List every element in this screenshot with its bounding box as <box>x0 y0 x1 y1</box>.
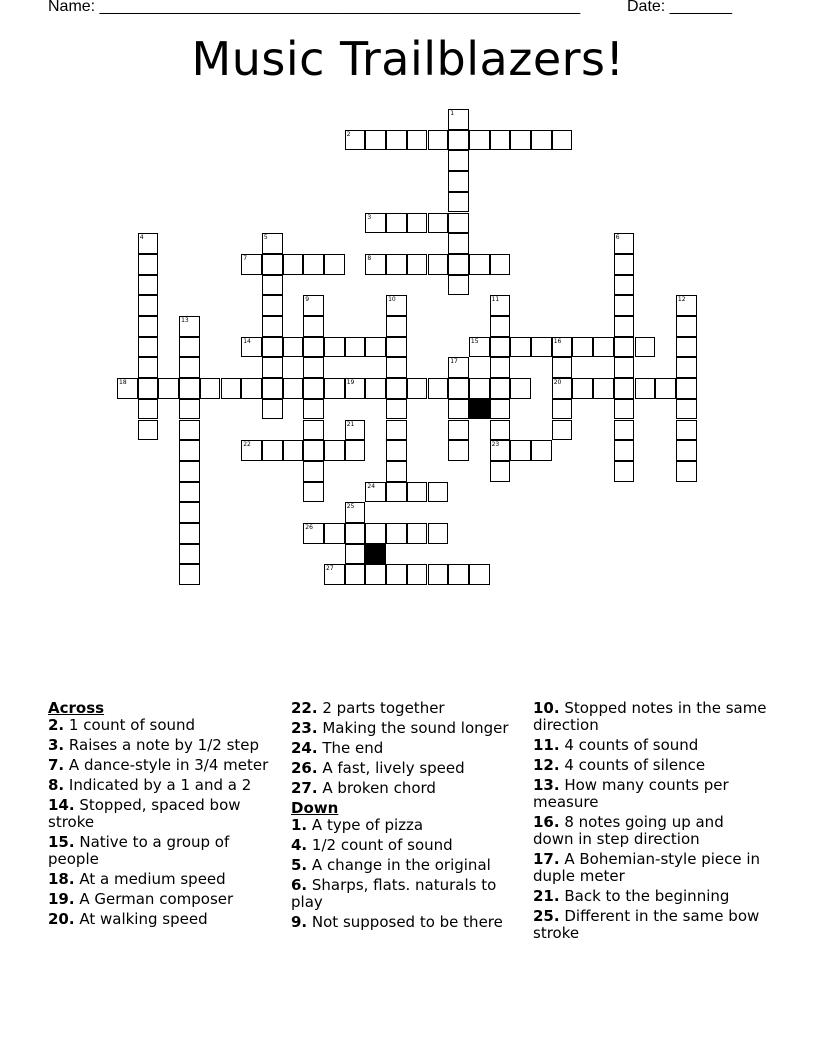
crossword-cell[interactable] <box>676 461 697 482</box>
clue-number-label: 26. <box>291 759 318 777</box>
crossword-cell[interactable] <box>552 130 573 151</box>
crossword-cell[interactable] <box>345 564 366 585</box>
crossword-cell[interactable] <box>428 213 449 234</box>
crossword-cell[interactable] <box>407 523 428 544</box>
crossword-cell[interactable] <box>179 399 200 420</box>
clue-item <box>533 737 768 754</box>
crossword-cell[interactable] <box>386 337 407 358</box>
clue-number-label: 14. <box>48 796 75 814</box>
crossword-cell[interactable] <box>407 378 428 399</box>
crossword-cell[interactable] <box>179 564 200 585</box>
clue-number: 3 <box>367 213 372 221</box>
clue-item <box>291 740 516 757</box>
crossword-cell[interactable] <box>428 378 449 399</box>
clue-number-label: 5. <box>291 856 308 874</box>
crossword-cell[interactable] <box>386 213 407 234</box>
clue-number: 21 <box>346 420 355 428</box>
clue-item <box>291 817 516 834</box>
clue-number-label: 8. <box>48 776 65 794</box>
crossword-cell[interactable] <box>676 378 697 399</box>
crossword-cell[interactable] <box>490 316 511 337</box>
crossword-cell[interactable] <box>138 316 159 337</box>
clue-item <box>48 777 273 794</box>
clue-text: The end <box>317 739 384 757</box>
crossword-cell[interactable] <box>510 378 531 399</box>
crossword-cell[interactable] <box>614 461 635 482</box>
crossword-cell[interactable] <box>386 461 407 482</box>
crossword-cell[interactable] <box>531 130 552 151</box>
clue-number-label: 7. <box>48 756 65 774</box>
crossword-cell[interactable] <box>138 275 159 296</box>
crossword-cell[interactable] <box>365 564 386 585</box>
clues-column-2 <box>291 700 516 934</box>
crossword-cell[interactable] <box>510 337 531 358</box>
clue-number: 15 <box>470 337 479 345</box>
crossword-cell[interactable] <box>469 130 490 151</box>
crossword-cell[interactable] <box>283 337 304 358</box>
crossword-cell[interactable] <box>262 378 283 399</box>
crossword-cell[interactable] <box>324 440 345 461</box>
crossword-cell[interactable] <box>572 337 593 358</box>
clue-number: 6 <box>615 234 620 242</box>
clue-text: At walking speed <box>74 910 208 928</box>
crossword-cell[interactable] <box>490 378 511 399</box>
crossword-cell[interactable] <box>552 420 573 441</box>
crossword-cell[interactable] <box>345 440 366 461</box>
clue-number-label: 16. <box>533 813 560 831</box>
clue-text: 4 counts of sound <box>559 736 699 754</box>
crossword-cell[interactable] <box>614 316 635 337</box>
crossword-cell[interactable] <box>510 440 531 461</box>
crossword-cell[interactable] <box>428 482 449 503</box>
clue-number: 12 <box>677 296 686 304</box>
crossword-cell[interactable] <box>428 564 449 585</box>
crossword-cell[interactable] <box>179 440 200 461</box>
crossword-cell[interactable] <box>386 254 407 275</box>
crossword-cell[interactable] <box>552 357 573 378</box>
crossword-cell[interactable] <box>614 295 635 316</box>
clue-number: 25 <box>346 503 355 511</box>
crossword-cell[interactable] <box>303 378 324 399</box>
crossword-cell[interactable] <box>138 399 159 420</box>
crossword-cell[interactable] <box>552 399 573 420</box>
clue-item <box>48 834 273 868</box>
clue-text: 1 count of sound <box>64 716 196 734</box>
crossword-cell[interactable] <box>262 275 283 296</box>
crossword-cell[interactable] <box>179 420 200 441</box>
crossword-cell[interactable] <box>635 337 656 358</box>
crossword-cell[interactable] <box>324 337 345 358</box>
clue-number-label: 10. <box>533 699 560 717</box>
across-heading: Across <box>48 699 105 717</box>
clue-number-label: 9. <box>291 913 308 931</box>
crossword-cell[interactable] <box>386 399 407 420</box>
crossword-cell[interactable] <box>386 357 407 378</box>
crossword-cell[interactable] <box>179 337 200 358</box>
crossword-cell[interactable] <box>448 213 469 234</box>
clue-item <box>48 797 273 831</box>
clue-text: A German composer <box>74 890 234 908</box>
crossword-cell[interactable] <box>448 378 469 399</box>
crossword-cell[interactable] <box>262 316 283 337</box>
crossword-cell[interactable] <box>676 337 697 358</box>
crossword-cell[interactable] <box>448 171 469 192</box>
crossword-cell[interactable] <box>614 378 635 399</box>
crossword-cell[interactable] <box>469 254 490 275</box>
crossword-cell[interactable] <box>179 461 200 482</box>
clue-number-label: 25. <box>533 907 560 925</box>
crossword-cell[interactable] <box>303 461 324 482</box>
clue-item <box>291 700 516 717</box>
crossword-cell[interactable] <box>531 337 552 358</box>
clue-text: Raises a note by 1/2 step <box>64 736 260 754</box>
crossword-cell[interactable] <box>386 316 407 337</box>
crossword-cell[interactable] <box>448 233 469 254</box>
clue-number-label: 21. <box>533 887 560 905</box>
clue-text: Back to the beginning <box>559 887 730 905</box>
clue-number: 14 <box>243 337 251 345</box>
clue-item <box>533 888 768 905</box>
crossword-cell[interactable] <box>283 254 304 275</box>
clue-text: A Bohemian-style piece in duple meter <box>533 850 761 885</box>
clue-number: 22 <box>243 441 251 449</box>
crossword-cell[interactable] <box>448 150 469 171</box>
crossword-cell[interactable] <box>241 378 262 399</box>
clue-item <box>291 857 516 874</box>
crossword-cell[interactable] <box>448 420 469 441</box>
crossword-cell[interactable] <box>303 254 324 275</box>
crossword-cell[interactable] <box>676 399 697 420</box>
clue-number: 24 <box>367 482 376 490</box>
clue-item <box>533 777 768 811</box>
crossword-cell[interactable] <box>138 337 159 358</box>
clue-number: 27 <box>326 565 334 573</box>
crossword-cell[interactable] <box>303 420 324 441</box>
crossword-cell[interactable] <box>510 130 531 151</box>
clue-number: 2 <box>346 130 351 138</box>
clue-number: 23 <box>491 441 500 449</box>
clue-item <box>291 720 516 737</box>
crossword-cell[interactable] <box>428 523 449 544</box>
crossword-cell[interactable] <box>676 440 697 461</box>
clue-item <box>291 914 516 931</box>
clue-text: A broken chord <box>317 779 436 797</box>
clue-number: 26 <box>305 524 313 531</box>
crossword-cell[interactable] <box>428 254 449 275</box>
crossword-cell[interactable] <box>448 130 469 151</box>
crossword-block <box>469 399 490 420</box>
clue-text: 4 counts of silence <box>559 756 706 774</box>
crossword-cell[interactable] <box>179 544 200 565</box>
crossword-cell[interactable] <box>490 461 511 482</box>
crossword-cell[interactable] <box>283 378 304 399</box>
crossword-cell[interactable] <box>635 378 656 399</box>
crossword-cell[interactable] <box>448 192 469 213</box>
clue-text: A change in the original <box>307 856 491 874</box>
clue-item <box>533 700 768 734</box>
clue-text: Native to a group of people <box>48 833 230 868</box>
crossword-cell[interactable] <box>365 378 386 399</box>
clue-number-label: 11. <box>533 736 560 754</box>
crossword-cell[interactable] <box>262 357 283 378</box>
crossword-cell[interactable] <box>386 420 407 441</box>
crossword-cell[interactable] <box>138 295 159 316</box>
crossword-cell[interactable] <box>448 440 469 461</box>
crossword-cell[interactable] <box>345 337 366 358</box>
clue-number-label: 19. <box>48 890 75 908</box>
date-field-label: Date: _______ <box>627 0 732 15</box>
crossword-cell[interactable] <box>469 564 490 585</box>
clue-text: A fast, lively speed <box>317 759 465 777</box>
crossword-cell[interactable] <box>676 357 697 378</box>
clue-text: How many counts per measure <box>533 776 729 811</box>
crossword-cell[interactable] <box>593 378 614 399</box>
crossword-cell[interactable] <box>407 213 428 234</box>
clue-number-label: 24. <box>291 739 318 757</box>
crossword-block <box>365 544 386 565</box>
clue-number: 18 <box>119 379 127 387</box>
crossword-cell[interactable] <box>428 130 449 151</box>
crossword-cell[interactable] <box>614 399 635 420</box>
crossword-cell[interactable] <box>448 564 469 585</box>
clue-item <box>48 911 273 928</box>
crossword-cell[interactable] <box>138 378 159 399</box>
clues-column-1 <box>48 700 273 931</box>
clue-number: 13 <box>181 317 189 324</box>
clue-number: 11 <box>491 296 500 304</box>
crossword-cell[interactable] <box>490 254 511 275</box>
clue-item <box>533 851 768 885</box>
clue-text: A dance-style in 3/4 meter <box>64 756 269 774</box>
crossword-cell[interactable] <box>407 254 428 275</box>
clue-number-label: 1. <box>291 816 308 834</box>
clue-number: 7 <box>243 254 248 262</box>
crossword-cell[interactable] <box>614 440 635 461</box>
crossword-cell[interactable] <box>676 316 697 337</box>
crossword-cell[interactable] <box>614 275 635 296</box>
clue-item <box>291 760 516 777</box>
crossword-cell[interactable] <box>490 130 511 151</box>
crossword-cell[interactable] <box>386 130 407 151</box>
crossword-cell[interactable] <box>448 254 469 275</box>
clue-number: 20 <box>553 379 562 387</box>
clue-item <box>291 837 516 854</box>
clue-number: 4 <box>139 234 144 242</box>
crossword-cell[interactable] <box>303 337 324 358</box>
crossword-cell[interactable] <box>407 564 428 585</box>
clue-number-label: 15. <box>48 833 75 851</box>
crossword-cell[interactable] <box>386 378 407 399</box>
crossword-cell[interactable] <box>200 378 221 399</box>
crossword-cell[interactable] <box>262 399 283 420</box>
clue-item <box>48 757 273 774</box>
crossword-cell[interactable] <box>262 295 283 316</box>
crossword-cell[interactable] <box>490 399 511 420</box>
crossword-cell[interactable] <box>365 130 386 151</box>
clue-text: Not supposed to be there <box>307 913 503 931</box>
clue-item <box>48 717 273 734</box>
clue-number: 17 <box>450 358 458 366</box>
crossword-cell[interactable] <box>407 130 428 151</box>
crossword-cell[interactable] <box>303 357 324 378</box>
clue-text: Sharps, flats. naturals to play <box>291 876 497 911</box>
crossword-cell[interactable] <box>614 357 635 378</box>
crossword-cell[interactable] <box>179 523 200 544</box>
clues-column-3 <box>533 700 768 945</box>
crossword-cell[interactable] <box>283 440 304 461</box>
crossword-cell[interactable] <box>324 523 345 544</box>
clue-text: 1/2 count of sound <box>307 836 453 854</box>
page-title: Music Trailblazers! <box>191 32 625 86</box>
clue-text: Different in the same bow stroke <box>533 907 760 942</box>
crossword-cell[interactable] <box>179 502 200 523</box>
crossword-cell[interactable] <box>469 378 490 399</box>
crossword-cell[interactable] <box>386 523 407 544</box>
crossword-cell[interactable] <box>490 420 511 441</box>
crossword-cell[interactable] <box>179 378 200 399</box>
crossword-cell[interactable] <box>345 523 366 544</box>
crossword-cell[interactable] <box>490 337 511 358</box>
crossword-cell[interactable] <box>158 378 179 399</box>
crossword-cell[interactable] <box>303 440 324 461</box>
clue-number: 9 <box>305 296 310 304</box>
crossword-cell[interactable] <box>407 482 428 503</box>
clue-number-label: 4. <box>291 836 308 854</box>
clue-number: 8 <box>367 254 372 262</box>
crossword-cell[interactable] <box>490 357 511 378</box>
crossword-cell[interactable] <box>138 357 159 378</box>
clue-number-label: 23. <box>291 719 318 737</box>
crossword-cell[interactable] <box>324 254 345 275</box>
clue-number: 16 <box>553 337 562 345</box>
crossword-cell[interactable] <box>262 337 283 358</box>
clue-number-label: 27. <box>291 779 318 797</box>
clue-text: Stopped, spaced bow stroke <box>48 796 241 831</box>
crossword-cell[interactable] <box>614 420 635 441</box>
clue-item <box>48 891 273 908</box>
clue-number: 10 <box>388 296 396 304</box>
down-heading: Down <box>291 799 339 817</box>
crossword-cell[interactable] <box>365 523 386 544</box>
crossword-cell[interactable] <box>448 275 469 296</box>
crossword-cell[interactable] <box>138 420 159 441</box>
crossword-cell[interactable] <box>614 254 635 275</box>
clue-item <box>291 780 516 797</box>
clue-item <box>291 877 516 911</box>
crossword-cell[interactable] <box>655 378 676 399</box>
clue-number-label: 6. <box>291 876 308 894</box>
crossword-cell[interactable] <box>386 482 407 503</box>
clue-text: At a medium speed <box>74 870 226 888</box>
crossword-cell[interactable] <box>386 440 407 461</box>
crossword-cell[interactable] <box>179 357 200 378</box>
crossword-cell[interactable] <box>179 482 200 503</box>
crossword-cell[interactable] <box>262 254 283 275</box>
clue-text: Stopped notes in the same direction <box>533 699 767 734</box>
clue-number-label: 3. <box>48 736 65 754</box>
crossword-cell[interactable] <box>676 420 697 441</box>
clue-number-label: 13. <box>533 776 560 794</box>
crossword-cell[interactable] <box>303 316 324 337</box>
clue-number: 5 <box>263 234 268 242</box>
crossword-cell[interactable] <box>531 440 552 461</box>
crossword-cell[interactable] <box>303 399 324 420</box>
clue-number-label: 20. <box>48 910 75 928</box>
clue-number: 1 <box>450 110 455 117</box>
crossword-cell[interactable] <box>365 337 386 358</box>
clue-text: 8 notes going up and down in step direction <box>533 813 724 848</box>
crossword-cell[interactable] <box>572 378 593 399</box>
clue-text: 2 parts together <box>317 699 445 717</box>
crossword-cell[interactable] <box>448 399 469 420</box>
clue-item <box>533 757 768 774</box>
clue-item <box>533 814 768 848</box>
clue-number: 19 <box>346 379 355 387</box>
crossword-cell[interactable] <box>303 482 324 503</box>
crossword-cell[interactable] <box>324 378 345 399</box>
clue-number-label: 18. <box>48 870 75 888</box>
crossword-cell[interactable] <box>138 254 159 275</box>
clue-item <box>48 737 273 754</box>
clue-number-label: 17. <box>533 850 560 868</box>
crossword-cell[interactable] <box>614 337 635 358</box>
clue-text: A type of pizza <box>307 816 424 834</box>
clue-number-label: 2. <box>48 716 65 734</box>
clue-item <box>48 871 273 888</box>
crossword-cell[interactable] <box>345 544 366 565</box>
clue-number-label: 22. <box>291 699 318 717</box>
crossword-cell[interactable] <box>386 564 407 585</box>
clue-item <box>533 908 768 942</box>
clue-number-label: 12. <box>533 756 560 774</box>
name-field-label: Name: ______________________________________________________ <box>48 0 581 15</box>
crossword-cell[interactable] <box>221 378 242 399</box>
crossword-cell[interactable] <box>262 440 283 461</box>
clue-text: Making the sound longer <box>317 719 509 737</box>
crossword-cell[interactable] <box>593 337 614 358</box>
clue-text: Indicated by a 1 and a 2 <box>64 776 252 794</box>
